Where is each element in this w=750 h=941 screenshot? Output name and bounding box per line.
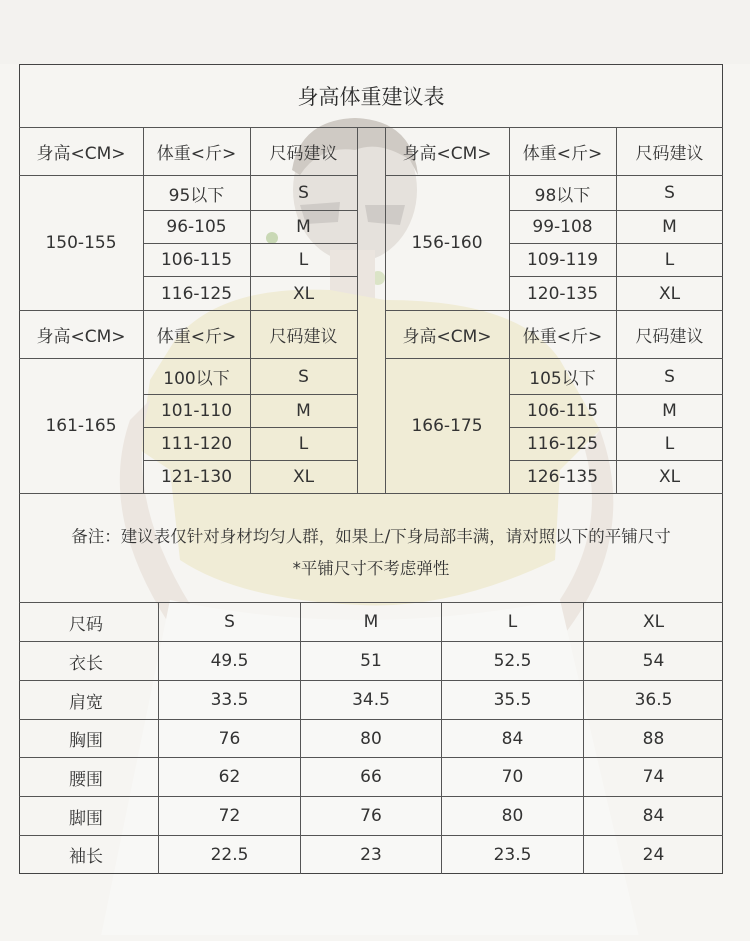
measure-value: 36.5 <box>634 690 673 710</box>
header-weight: 体重<斤> <box>522 144 603 164</box>
height-range: 150-155 <box>45 233 117 253</box>
header-weight: 体重<斤> <box>156 327 237 347</box>
size-cell: S <box>664 366 675 387</box>
measure-value: 62 <box>218 767 241 787</box>
weight-cell: 101-110 <box>160 401 233 421</box>
size-cell: L <box>298 434 309 454</box>
section-divider <box>19 493 723 494</box>
measure-value: 72 <box>218 806 241 826</box>
size-cell: L <box>664 434 675 454</box>
size-cell: M <box>662 401 677 421</box>
header-height: 身高<CM> <box>36 144 126 164</box>
header-size: 尺码建议 <box>635 144 704 164</box>
weight-cell: 116-125 <box>526 434 599 454</box>
measure-value: 74 <box>642 767 665 787</box>
header-size: 尺码建议 <box>635 327 704 347</box>
column-divider <box>357 127 358 493</box>
weight-cell: 106-115 <box>526 401 599 421</box>
height-range: 166-175 <box>411 416 483 436</box>
measure-label: 袖长 <box>69 847 103 867</box>
size-cell: L <box>664 250 675 270</box>
chart-title: 身高体重建议表 <box>297 84 445 109</box>
weight-cell: 95以下 <box>168 185 225 206</box>
size-cell: M <box>296 401 311 421</box>
measure-value: 66 <box>360 767 382 787</box>
measure-label: 脚围 <box>69 808 103 829</box>
size-table-header-label: 尺码 <box>69 614 103 635</box>
size-table-header: L <box>507 612 518 632</box>
size-cell: XL <box>658 283 681 304</box>
size-cell: M <box>662 217 677 237</box>
measure-value: 76 <box>218 728 241 749</box>
header-height: 身高<CM> <box>36 327 126 347</box>
measure-value: 76 <box>360 806 382 826</box>
weight-cell: 109-119 <box>526 250 599 270</box>
weight-cell: 98以下 <box>534 185 591 206</box>
header-size: 尺码建议 <box>269 144 338 164</box>
weight-cell: 106-115 <box>160 250 233 270</box>
measure-value: 52.5 <box>493 651 532 671</box>
size-table-header: M <box>363 612 379 632</box>
height-range: 161-165 <box>45 416 117 436</box>
weight-cell: 111-120 <box>160 434 233 454</box>
header-size: 尺码建议 <box>269 327 338 347</box>
measure-value: 34.5 <box>352 690 390 710</box>
measure-value: 33.5 <box>210 690 249 710</box>
size-cell: XL <box>658 467 681 487</box>
size-cell: XL <box>292 467 315 487</box>
weight-cell: 100以下 <box>163 369 230 389</box>
height-range: 156-160 <box>411 233 483 253</box>
measure-value: 35.5 <box>493 690 532 710</box>
measure-value: 49.5 <box>210 651 249 671</box>
measure-value: 23 <box>360 844 382 865</box>
size-table-header: S <box>224 612 235 632</box>
size-table-header: XL <box>642 612 665 632</box>
weight-cell: 120-135 <box>526 283 599 304</box>
measure-value: 88 <box>642 728 665 749</box>
measure-value: 51 <box>360 651 382 671</box>
measure-value: 22.5 <box>210 844 249 865</box>
measure-value: 80 <box>360 728 382 749</box>
header-weight: 体重<斤> <box>522 327 603 347</box>
measure-value: 84 <box>642 806 665 826</box>
size-cell: S <box>298 366 309 387</box>
weight-cell: 96-105 <box>166 217 227 237</box>
measure-value: 54 <box>642 651 665 671</box>
measure-value: 80 <box>501 806 524 826</box>
weight-cell: 99-108 <box>532 217 593 237</box>
measure-label: 胸围 <box>69 731 103 751</box>
measure-value: 24 <box>642 844 665 865</box>
size-cell: S <box>664 183 675 203</box>
weight-cell: 105以下 <box>529 369 596 389</box>
header-height: 身高<CM> <box>402 144 492 164</box>
measure-value: 84 <box>501 728 524 749</box>
weight-cell: 121-130 <box>160 467 233 487</box>
note-line-1: 备注：建议表仅针对身材均匀人群，如果上/下身局部丰满，请对照以下的平铺尺寸 <box>71 527 671 546</box>
size-cell: L <box>298 250 309 270</box>
measure-value: 23.5 <box>493 844 532 865</box>
size-cell: M <box>296 217 311 237</box>
note-line-2: *平铺尺寸不考虑弹性 <box>292 559 450 578</box>
measure-label: 腰围 <box>69 769 103 790</box>
measure-value: 70 <box>501 767 524 787</box>
header-height: 身高<CM> <box>402 327 492 347</box>
weight-cell: 126-135 <box>526 467 599 487</box>
measure-label: 衣长 <box>69 653 103 674</box>
header-weight: 体重<斤> <box>156 144 237 164</box>
measure-label: 肩宽 <box>69 692 103 713</box>
weight-cell: 116-125 <box>160 283 233 304</box>
size-cell: XL <box>292 283 315 304</box>
size-cell: S <box>298 183 309 203</box>
